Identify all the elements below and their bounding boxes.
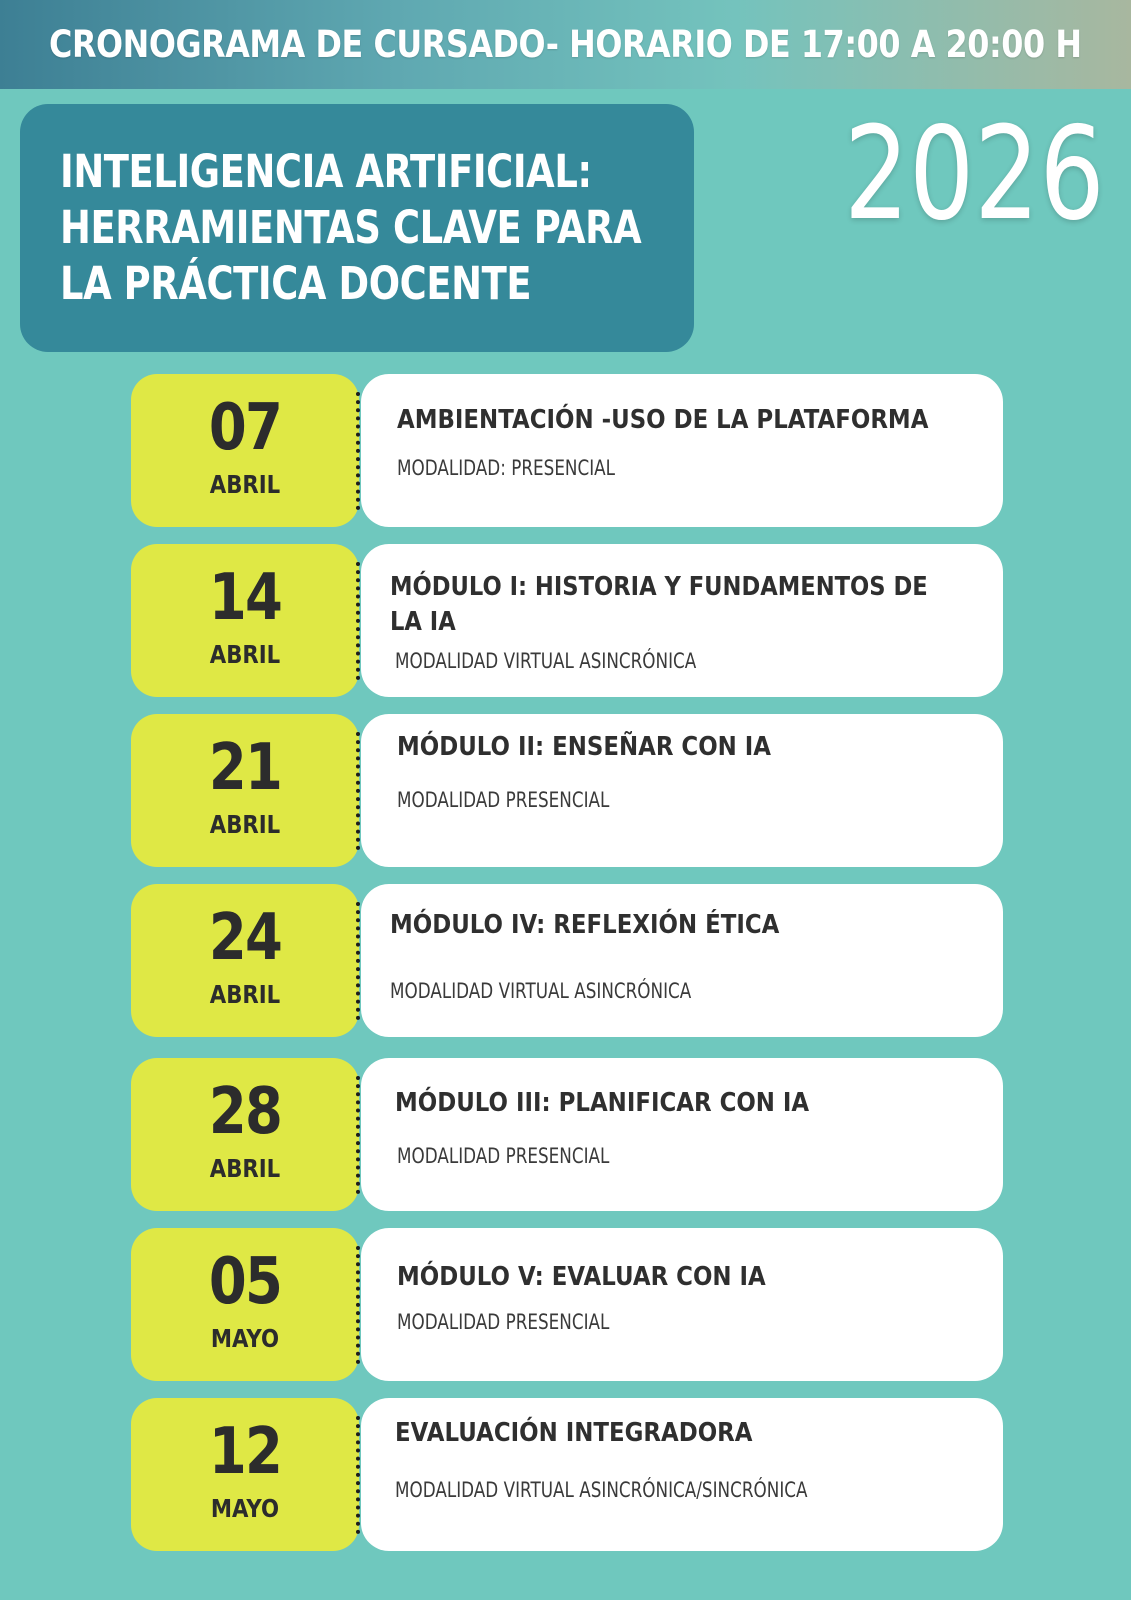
- session-row: [131, 884, 1003, 1037]
- session-day: 21: [208, 731, 282, 805]
- session-row: [131, 714, 1003, 867]
- session-month: ABRIL: [209, 470, 281, 499]
- session-day: 24: [208, 901, 282, 975]
- session-day: 07: [208, 391, 282, 465]
- session-title: MÓDULO V: EVALUAR CON IA: [397, 1262, 766, 1292]
- session-date-box: [131, 1228, 359, 1381]
- session-row: [131, 1058, 1003, 1211]
- session-info-box: [361, 374, 1003, 527]
- session-info-box: [361, 714, 1003, 867]
- session-title-line-2: LA IA: [390, 607, 456, 637]
- session-title: EVALUACIÓN INTEGRADORA: [395, 1418, 753, 1448]
- session-mode: MODALIDAD PRESENCIAL: [397, 1310, 610, 1334]
- dotted-divider: [356, 1416, 360, 1534]
- course-title-line-1: INTELIGENCIA ARTIFICIAL:: [60, 145, 592, 198]
- course-title-box: [20, 104, 694, 352]
- session-day: 28: [208, 1075, 282, 1149]
- session-title-line-1: MÓDULO I: HISTORIA Y FUNDAMENTOS DE: [390, 572, 928, 602]
- session-day: 05: [208, 1245, 282, 1319]
- session-info-box: [361, 1058, 1003, 1211]
- session-mode: MODALIDAD VIRTUAL ASINCRÓNICA: [390, 979, 692, 1003]
- session-month: ABRIL: [209, 980, 281, 1009]
- session-month: ABRIL: [209, 1154, 281, 1183]
- dotted-divider: [356, 1076, 360, 1194]
- session-day: 14: [208, 561, 282, 635]
- session-info-box: [361, 1398, 1003, 1551]
- session-mode: MODALIDAD PRESENCIAL: [397, 788, 610, 812]
- session-info-box: [361, 884, 1003, 1037]
- dotted-divider: [356, 1246, 360, 1364]
- session-date-box: [131, 374, 359, 527]
- session-date-box: [131, 544, 359, 697]
- dotted-divider: [356, 732, 360, 850]
- session-row: [131, 374, 1003, 527]
- session-month: MAYO: [210, 1494, 280, 1523]
- session-mode: MODALIDAD VIRTUAL ASINCRÓNICA: [395, 649, 697, 673]
- session-info-box: [361, 1228, 1003, 1381]
- session-month: ABRIL: [209, 810, 281, 839]
- session-row: [131, 1228, 1003, 1381]
- course-title-line-2: HERRAMIENTAS CLAVE PARA: [60, 201, 642, 254]
- session-info-box: [361, 544, 1003, 697]
- dotted-divider: [356, 902, 360, 1020]
- session-date-box: [131, 884, 359, 1037]
- session-date-box: [131, 714, 359, 867]
- session-mode: MODALIDAD VIRTUAL ASINCRÓNICA/SINCRÓNICA: [395, 1478, 808, 1502]
- session-month: ABRIL: [209, 640, 281, 669]
- session-month: MAYO: [210, 1324, 280, 1353]
- session-date-box: [131, 1398, 359, 1551]
- session-title: MÓDULO II: ENSEÑAR CON IA: [397, 732, 772, 762]
- schedule-header-text: CRONOGRAMA DE CURSADO- HORARIO DE 17:00 A 20:00 H: [49, 23, 1082, 66]
- dotted-divider: [356, 562, 360, 680]
- schedule-header-banner: [0, 0, 1131, 89]
- session-day: 12: [208, 1415, 282, 1489]
- session-title: MÓDULO IV: REFLEXIÓN ÉTICA: [390, 910, 780, 940]
- session-date-box: [131, 1058, 359, 1211]
- course-year: 2026: [844, 100, 1105, 249]
- course-title-line-3: LA PRÁCTICA DOCENTE: [60, 257, 532, 310]
- dotted-divider: [356, 392, 360, 510]
- session-mode: MODALIDAD: PRESENCIAL: [397, 456, 616, 480]
- session-mode: MODALIDAD PRESENCIAL: [397, 1144, 610, 1168]
- session-row: [131, 544, 1003, 697]
- session-title: AMBIENTACIÓN -USO DE LA PLATAFORMA: [397, 405, 929, 435]
- session-row: [131, 1398, 1003, 1551]
- session-title: MÓDULO III: PLANIFICAR CON IA: [395, 1088, 810, 1118]
